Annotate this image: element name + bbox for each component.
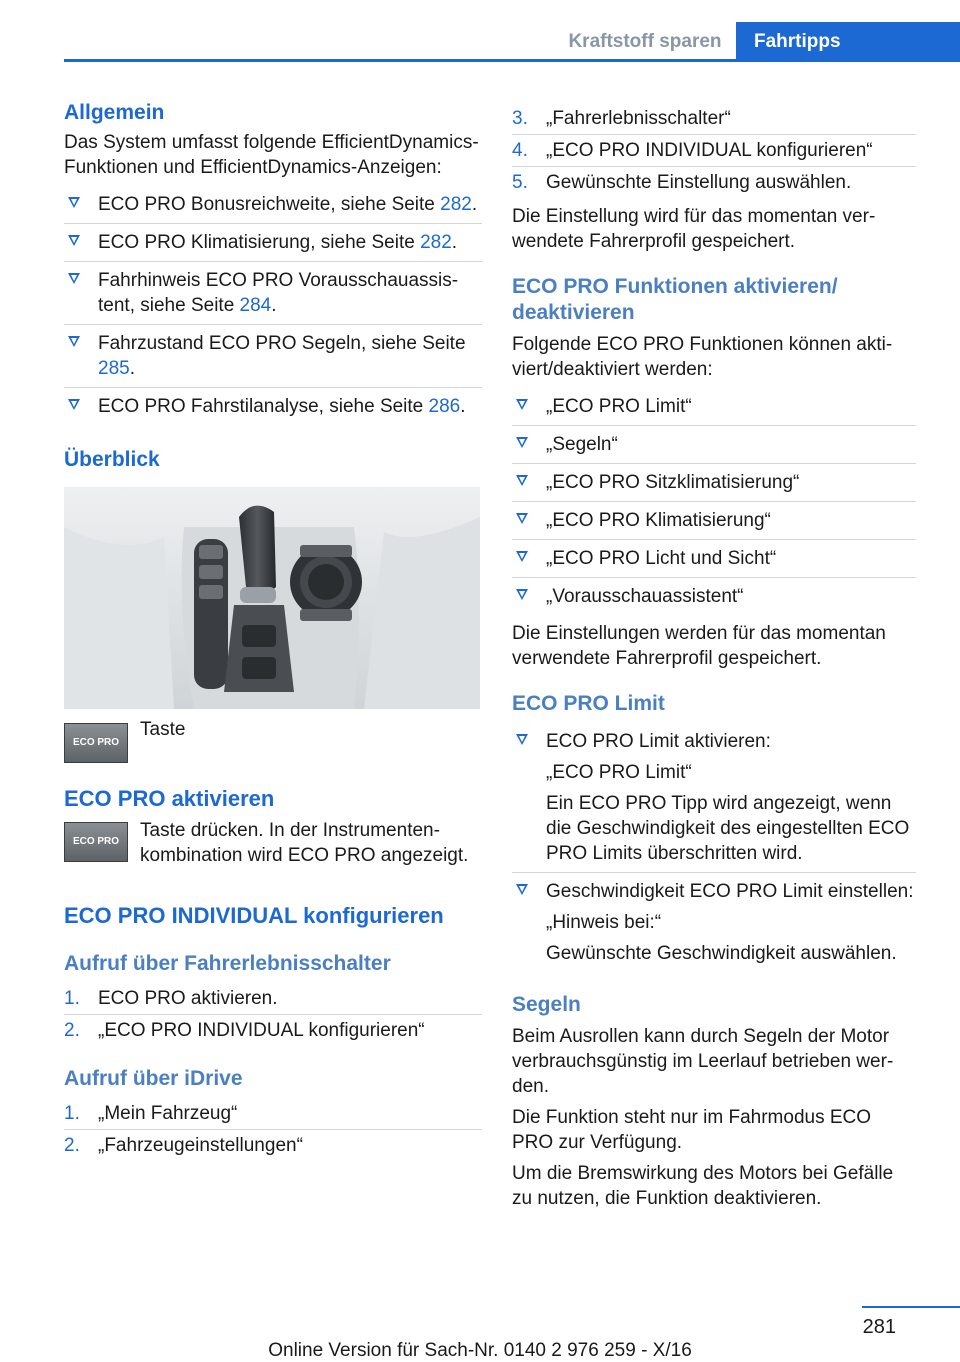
triangle-bullet-icon bbox=[68, 273, 80, 284]
page-header bbox=[64, 0, 960, 62]
list-item: „ECO PRO Sitzklimatisierung“ bbox=[512, 464, 916, 502]
heading-allgemein: Allgemein bbox=[64, 101, 165, 124]
list-item: Fahrhinweis ECO PRO Vorausschauassistent, siehe Seite 284. bbox=[64, 262, 482, 325]
page-link[interactable]: 282 bbox=[440, 194, 472, 215]
list-item: „ECO PRO Limit“ bbox=[512, 388, 916, 426]
list-item: Fahrzustand ECO PRO Segeln, siehe Seite 285. bbox=[64, 325, 482, 388]
page-footer bbox=[0, 1300, 960, 1362]
triangle-bullet-icon bbox=[516, 734, 528, 745]
triangle-bullet-icon bbox=[516, 589, 528, 600]
funktionen-note: Die Einstellungen werden für das momentan verwendete Fahrerprofil gespeichert. bbox=[512, 623, 886, 669]
heading-ueberblick: Überblick bbox=[64, 448, 160, 471]
idrive-steps-continued bbox=[512, 103, 916, 198]
page-link[interactable]: 285 bbox=[98, 358, 130, 379]
steps-note: Die Einstellung wird für das momentan verwendete Fahrerprofil gespeichert. bbox=[512, 206, 876, 252]
heading-fahrerlebnisschalter: Aufruf über Fahrerlebnisschalter bbox=[64, 952, 391, 975]
eco-pro-key-image: ECO PRO bbox=[64, 822, 128, 862]
allgemein-list bbox=[64, 186, 482, 425]
page-number-rule bbox=[862, 1306, 960, 1308]
idrive-steps bbox=[64, 1098, 482, 1161]
fahrerlebnisschalter-steps bbox=[64, 983, 482, 1046]
list-item: ECO PRO Bonusreichweite, siehe Seite 282. bbox=[64, 186, 482, 224]
heading-idrive: Aufruf über iDrive bbox=[64, 1067, 243, 1090]
allgemein-intro: Das System umfasst folgende EfficientDynamics-Funktionen und EfficientDynamics-Anzeigen: bbox=[64, 132, 479, 178]
triangle-bullet-icon bbox=[516, 437, 528, 448]
list-item: „ECO PRO Klimatisierung“ bbox=[512, 502, 916, 540]
triangle-bullet-icon bbox=[68, 336, 80, 347]
list-item: „ECO PRO Licht und Sicht“ bbox=[512, 540, 916, 578]
triangle-bullet-icon bbox=[516, 399, 528, 410]
triangle-bullet-icon bbox=[516, 884, 528, 895]
page-link[interactable]: 284 bbox=[239, 295, 272, 316]
list-item: ECO PRO Klimatisierung, siehe Seite 282. bbox=[64, 224, 482, 262]
heading-aktivieren: ECO PRO aktivieren bbox=[64, 786, 275, 811]
console-photo bbox=[64, 487, 480, 709]
left-column bbox=[64, 100, 482, 1161]
heading-individual: ECO PRO INDIVIDUAL konfigurieren bbox=[64, 903, 444, 928]
triangle-bullet-icon bbox=[68, 235, 80, 246]
online-version-note: Online Version für Sach-Nr. 0140 2 976 259 - X/16 bbox=[268, 1340, 692, 1361]
heading-funktionen: ECO PRO Funktionen aktivieren/ deaktivieren bbox=[512, 275, 838, 324]
page-number: 281 bbox=[862, 1316, 896, 1338]
triangle-bullet-icon bbox=[516, 551, 528, 562]
aktivieren-block bbox=[64, 818, 482, 868]
eco-pro-key-image: ECO PRO bbox=[64, 723, 128, 763]
center-console-illustration bbox=[64, 487, 480, 709]
list-item: Geschwindigkeit ECO PRO Limit einstellen: „Hinweis bei:“ Gewünschte Geschwindigkeit auswählen. bbox=[512, 873, 916, 972]
triangle-bullet-icon bbox=[68, 399, 80, 410]
right-column bbox=[512, 103, 916, 1211]
triangle-bullet-icon bbox=[516, 475, 528, 486]
segeln-p2: Die Funktion steht nur im Fahrmodus ECO PRO zur Verfügung. bbox=[512, 1107, 872, 1153]
aktivieren-text: Taste drücken. In der Instrumentenkombination wird ECO PRO angezeigt. bbox=[140, 820, 469, 866]
list-item: 2. „Fahrzeugeinstellungen“ bbox=[64, 1135, 303, 1156]
list-item: 4. „ECO PRO INDIVIDUAL konfigurieren“ bbox=[512, 135, 916, 167]
section-tab[interactable]: Kraftstoff sparen bbox=[568, 31, 722, 52]
list-item: „Segeln“ bbox=[512, 426, 916, 464]
list-item: 3. „Fahrerlebnisschalter“ bbox=[512, 103, 916, 135]
triangle-bullet-icon bbox=[68, 197, 80, 208]
limit-list bbox=[512, 723, 916, 972]
funktionen-list bbox=[512, 388, 916, 615]
segeln-p1: Beim Ausrollen kann durch Segeln der Motor verbrauchsgünstig im Leerlauf betrieben werden. bbox=[512, 1026, 894, 1097]
taste-row bbox=[64, 719, 482, 763]
list-item: „Vorausschauassistent“ bbox=[512, 578, 916, 615]
list-item: 2. „ECO PRO INDIVIDUAL konfigurieren“ bbox=[64, 1020, 425, 1041]
list-item: 1. „Mein Fahrzeug“ bbox=[64, 1098, 482, 1130]
taste-label: Taste bbox=[140, 719, 186, 740]
heading-limit: ECO PRO Limit bbox=[512, 692, 665, 715]
segeln-p3: Um die Bremswirkung des Motors bei Gefälle zu nutzen, die Funktion deaktivieren. bbox=[512, 1163, 894, 1209]
triangle-bullet-icon bbox=[516, 513, 528, 524]
page-link[interactable]: 282 bbox=[420, 232, 452, 253]
chapter-tab[interactable]: Fahrtipps bbox=[736, 22, 960, 62]
page-link[interactable]: 286 bbox=[428, 396, 461, 417]
heading-segeln: Segeln bbox=[512, 993, 581, 1016]
list-item: 1. ECO PRO aktivieren. bbox=[64, 983, 482, 1015]
funktionen-intro: Folgende ECO PRO Funktionen können aktiviert/deaktiviert werden: bbox=[512, 334, 893, 380]
list-item: ECO PRO Limit aktivieren: „ECO PRO Limit“ Ein ECO PRO Tipp wird angezeigt, wenn die Geschwindigkeit des eingestellten ECO PRO Limits überschritten wird. bbox=[512, 723, 916, 873]
list-item: ECO PRO Fahrstilanalyse, siehe Seite 286. bbox=[64, 388, 482, 425]
list-item: 5. Gewünschte Einstellung auswählen. bbox=[512, 172, 852, 193]
